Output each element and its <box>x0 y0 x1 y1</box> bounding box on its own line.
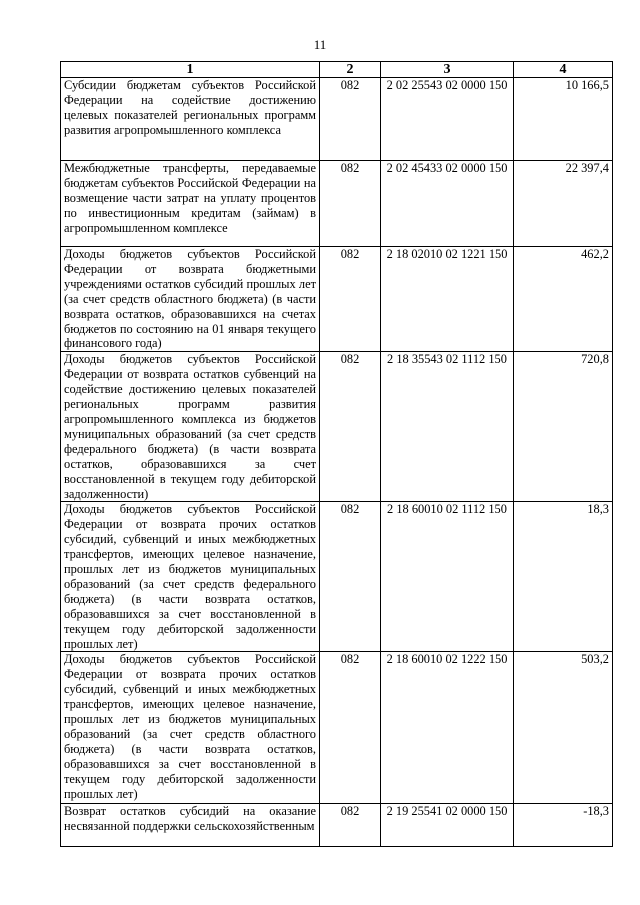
table-row <box>61 652 613 804</box>
column-header-4: 4 <box>514 62 613 78</box>
revenue-name: Доходы бюджетов субъектов Российской Федерации от возврата бюджетными учреждениями остатков субсидий прошлых лет (за счет средств областного бюджета) (в части возврата остатков, образовавшихся на счетах бюджетов по состоянию на 01 января текущего финансового года) <box>61 247 320 352</box>
amount: 18,3 <box>514 502 613 652</box>
table-row <box>61 804 613 847</box>
revenue-name: Доходы бюджетов субъектов Российской Федерации от возврата прочих остатков субсидий, субвенций и иных межбюджетных трансфертов, имеющих целевое назначение, прошлых лет из бюджетов муниципальных образований (за счет средств федерального бюджета) (в части возврата остатков, образовавшихся за счет восстановленной в текущем году дебиторской задолженности прошлых лет) <box>61 502 320 652</box>
admin-code: 082 <box>320 652 381 804</box>
amount: 10 166,5 <box>514 78 613 161</box>
revenue-name: Субсидии бюджетам субъектов Российской Федерации на содействие достижению целевых показателей региональных программ развития агропромышленного комплекса <box>61 78 320 161</box>
revenue-name: Возврат остатков субсидий на оказание несвязанной поддержки сельскохозяйственным <box>61 804 320 847</box>
amount: -18,3 <box>514 804 613 847</box>
budget-classification-code: 2 19 25541 02 0000 150 <box>381 804 514 847</box>
revenue-name: Доходы бюджетов субъектов Российской Федерации от возврата прочих остатков субсидий, субвенций и иных межбюджетных трансфертов, имеющих целевое назначение, прошлых лет из бюджетов муниципальных образований (за счет средств областного бюджета) (в части возврата остатков, образовавшихся за счет восстановленной в текущем году дебиторской задолженности прошлых лет) <box>61 652 320 804</box>
budget-classification-code: 2 18 02010 02 1221 150 <box>381 247 514 352</box>
column-header-3: 3 <box>381 62 514 78</box>
revenue-name: Доходы бюджетов субъектов Российской Федерации от возврата остатков субвенций на содействие достижению целевых показателей региональных программ развития агропромышленного комплекса из бюджетов муниципальных образований (за счет средств федерального бюджета) (в части возврата остатков, образовавшихся за счет восстановленной в текущем году дебиторской задолженности) <box>61 352 320 502</box>
amount: 720,8 <box>514 352 613 502</box>
table-row <box>61 161 613 247</box>
page-number: 11 <box>313 37 327 52</box>
admin-code: 082 <box>320 804 381 847</box>
table-row <box>61 247 613 352</box>
amount: 22 397,4 <box>514 161 613 247</box>
budget-classification-code: 2 18 60010 02 1112 150 <box>381 502 514 652</box>
admin-code: 082 <box>320 247 381 352</box>
admin-code: 082 <box>320 161 381 247</box>
budget-classification-code: 2 02 25543 02 0000 150 <box>381 78 514 161</box>
budget-classification-code: 2 18 60010 02 1222 150 <box>381 652 514 804</box>
amount: 462,2 <box>514 247 613 352</box>
revenue-name: Межбюджетные трансферты, передаваемые бюджетам субъектов Российской Федерации на возмещение части затрат на уплату процентов по инвестиционным кредитам (займам) в агропромышленном комплексе <box>61 161 320 247</box>
column-header-1: 1 <box>61 62 320 78</box>
budget-classification-code: 2 02 45433 02 0000 150 <box>381 161 514 247</box>
budget-revenue-table <box>60 61 613 847</box>
column-header-2: 2 <box>320 62 381 78</box>
amount: 503,2 <box>514 652 613 804</box>
table-row <box>61 78 613 161</box>
table-row <box>61 502 613 652</box>
admin-code: 082 <box>320 78 381 161</box>
budget-classification-code: 2 18 35543 02 1112 150 <box>381 352 514 502</box>
admin-code: 082 <box>320 502 381 652</box>
table-row <box>61 352 613 502</box>
table-header-row <box>61 62 613 78</box>
admin-code: 082 <box>320 352 381 502</box>
